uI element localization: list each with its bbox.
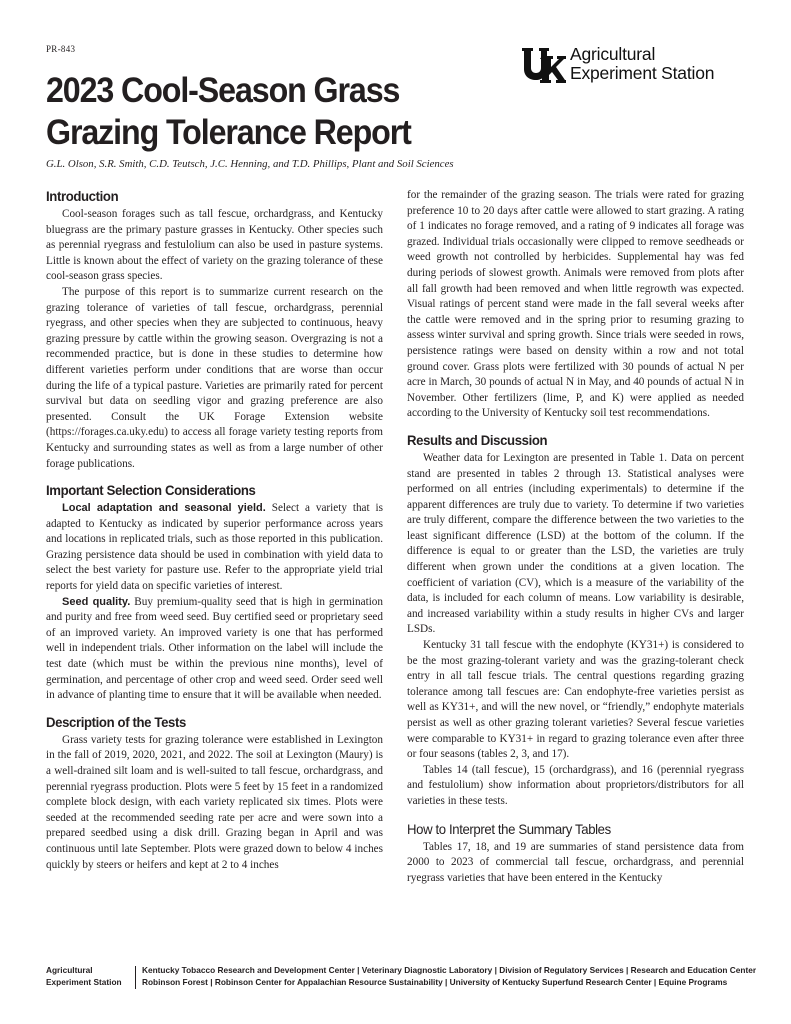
interpret-heading: How to Interpret the Summary Tables <box>407 820 611 837</box>
footer-units-line-1: Kentucky Tobacco Research and Development Center | Veterinary Diagnostic Laboratory | Division of Regulatory Services | Research and Education Center <box>142 965 757 975</box>
title-line-2: Grazing Tolerance Report <box>46 113 411 152</box>
selection-paragraph-1 <box>46 501 383 595</box>
selection-paragraph-2 <box>46 595 383 704</box>
results-paragraph-2: Kentucky 31 tall fescue with the endophyte (KY31+) is considered to be the most grazing-tolerant variety and was the grazing-tolerant check entry in all tall fescue trials. The central questions regarding grazing tolerance among tall fescues are: Can endophyte-free varieties persist as well as KY31+, and will the new novel, or “friendly,” endophyte materials persist as well as other grazing tolerant varieties? Several fescue varieties were comparable to KY31+ in regard to grazing tolerance even after three or four seasons (tables 2, 3, and 17). <box>407 639 744 761</box>
logo-line-1: Agricultural <box>570 44 656 64</box>
logo-text <box>570 45 714 83</box>
author-line: G.L. Olson, S.R. Smith, C.D. Teutsch, J.C. Henning, and T.D. Phillips, Plant and Soil Sciences <box>46 158 454 170</box>
tests-paragraph-1: Grass variety tests for grazing tolerance were established in Lexington in the fall of 2019, 2020, 2021, and 2022. The soil at Lexington (Maury) is a well-drained silt loam and is well-suited to tall fescue, orchardgrass, and perennial ryegrass production. Plots were 5 feet by 15 feet in a randomized complete block design, with each variety replicated six times. Plots were seeded at the recommended seeding rate per acre and were sown into a prepared seedbed using a disk drill. Grazing began in April and was continuous until late September. Plots were grazed down to below 4 inches quickly by steers or heifers and kept at 2 to 4 inches <box>46 733 383 871</box>
results-heading: Results and Discussion <box>407 431 548 448</box>
selection-heading: Important Selection Considerations <box>46 482 256 499</box>
intro-paragraph-2: The purpose of this report is to summarize current research on the grazing tolerance of varieties of tall fescue, orchardgrass, perennial ryegrass, and other species when they are subjected to continuous, heavy grazing pressure by cattle within the growing season. Overgrazing is not a recommended practice, but is done in these studies to determine how different varieties perform under conditions that are worse than occur during the life of a typical pasture. Varieties are primarily rated for percent survival but data on seedling vigor and grazing preference are also presented. Consult the UK Forage Extension website (https://forages.ca.uky.edu) to access all forage variety testing reports from Kentucky and surrounding states as well as from a large number of other forage publications. <box>46 285 383 470</box>
uk-aes-logo <box>520 46 750 88</box>
footer-divider <box>135 966 136 989</box>
report-title <box>46 70 411 154</box>
results-paragraph-3: Tables 14 (tall fescue), 15 (orchardgrass), and 16 (perennial ryegrass and festulolium) show information about proprietors/distributors for all varieties in these tests. <box>407 763 744 807</box>
intro-paragraph-1: Cool-season forages such as tall fescue, orchardgrass, and Kentucky bluegrass are the primary pasture grasses in Kentucky. Other species such as perennial ryegrass and festulolium can also be used in pasture systems. Little is known about the effect of variety on the grazing tolerance of these cool-season grass species. <box>46 208 383 283</box>
publication-number: PR-843 <box>46 44 76 54</box>
seed-quality-lead: Seed quality. <box>62 595 131 608</box>
right-column <box>407 188 744 886</box>
tests-heading: Description of the Tests <box>46 713 186 730</box>
footer-units <box>142 965 757 988</box>
seed-quality-text: Buy premium-quality seed that is high in germination and purity and free from weed seed. Buy certified seed or proprietary seed of an improved variety. An improved variety is one that has performed well in independent trials. Other information on the label will include the test date (which must be within the previous nine months), level of germination, and percentage of other crop and weed seed. Order seed well in advance of planting time to ensure that it will be available when needed. <box>46 595 383 702</box>
footer-aes-name <box>46 965 128 988</box>
left-column <box>46 187 383 873</box>
introduction-heading: Introduction <box>46 188 119 204</box>
page-footer <box>46 965 757 991</box>
results-paragraph-1: Weather data for Lexington are presented in Table 1. Data on percent stand are presented in tables 2 through 13. Statistical analyses were performed on all entries (including experimentals) to determine if the apparent differences are truly due to variety. To determine if two varieties are truly different, compare the difference between the two varieties to the least significant difference (LSD) at the bottom of the column. If the difference is equal to or greater than the LSD, the varieties are truly different when grown under the conditions at a given location. The coefficient of variation (CV), which is a measure of the variability of the data, is included for each column of means. Low variability is desirable, and increased variability within a study results in higher CVs and larger LSDs. <box>407 451 744 636</box>
title-line-1: 2023 Cool-Season Grass <box>46 71 400 110</box>
footer-aes-line-1: Agricultural <box>46 965 93 975</box>
interpret-paragraph-1: Tables 17, 18, and 19 are summaries of stand persistence data from 2000 to 2023 of commercial tall fescue, orchardgrass, and perennial ryegrass varieties that have been entered in the Kentucky <box>407 840 744 884</box>
footer-aes-line-2: Experiment Station <box>46 976 122 987</box>
local-adaptation-lead: Local adaptation and seasonal yield. <box>62 502 266 515</box>
uk-logo-icon <box>520 46 566 86</box>
footer-units-line-2: Robinson Forest | Robinson Center for Appalachian Resource Sustainability | University of Kentucky Superfund Research Center | Equine Programs <box>142 976 728 987</box>
tests-paragraph-2: for the remainder of the grazing season. The trials were rated for grazing preference 10 to 20 days after cattle were allowed to start grazing. A rating of 1 indicates no forage removed, and a rating of 9 indicates all forage was grazed. Individual trials occasionally were clipped to remove seedheads or weed growth not controlled by herbicides. Supplemental hay was fed during periods of slowest growth. Animals were removed from plots after all fall growth had been removed and when little regrowth was expected. Visual ratings of percent stand were made in the fall several weeks after the cattle were removed and in the spring prior to resuming grazing to assess winter survival and spring growth. Since trials were seeded in rows, persistence ratings were based on density within a row and not total ground cover. Grass plots were fertilized with 30 pounds of actual N per acre in March, 30 pounds of actual N in May, and 40 pounds of actual N in November. Other fertilizers (lime, P, and K) were applied as needed according to the University of Kentucky soil test recommendations. <box>407 189 744 420</box>
logo-line-2: Experiment Station <box>570 63 715 83</box>
local-adaptation-text: Select a variety that is adapted to Kentucky as indicated by superior performance across years and locations in replicated trials, such as those reported in this publication. Grazing persistence data should be used in combination with yield data to select the best variety for pasture use. Refer to the appropriate yield trial reports for yield data on specific varieties of interest. <box>46 502 383 593</box>
